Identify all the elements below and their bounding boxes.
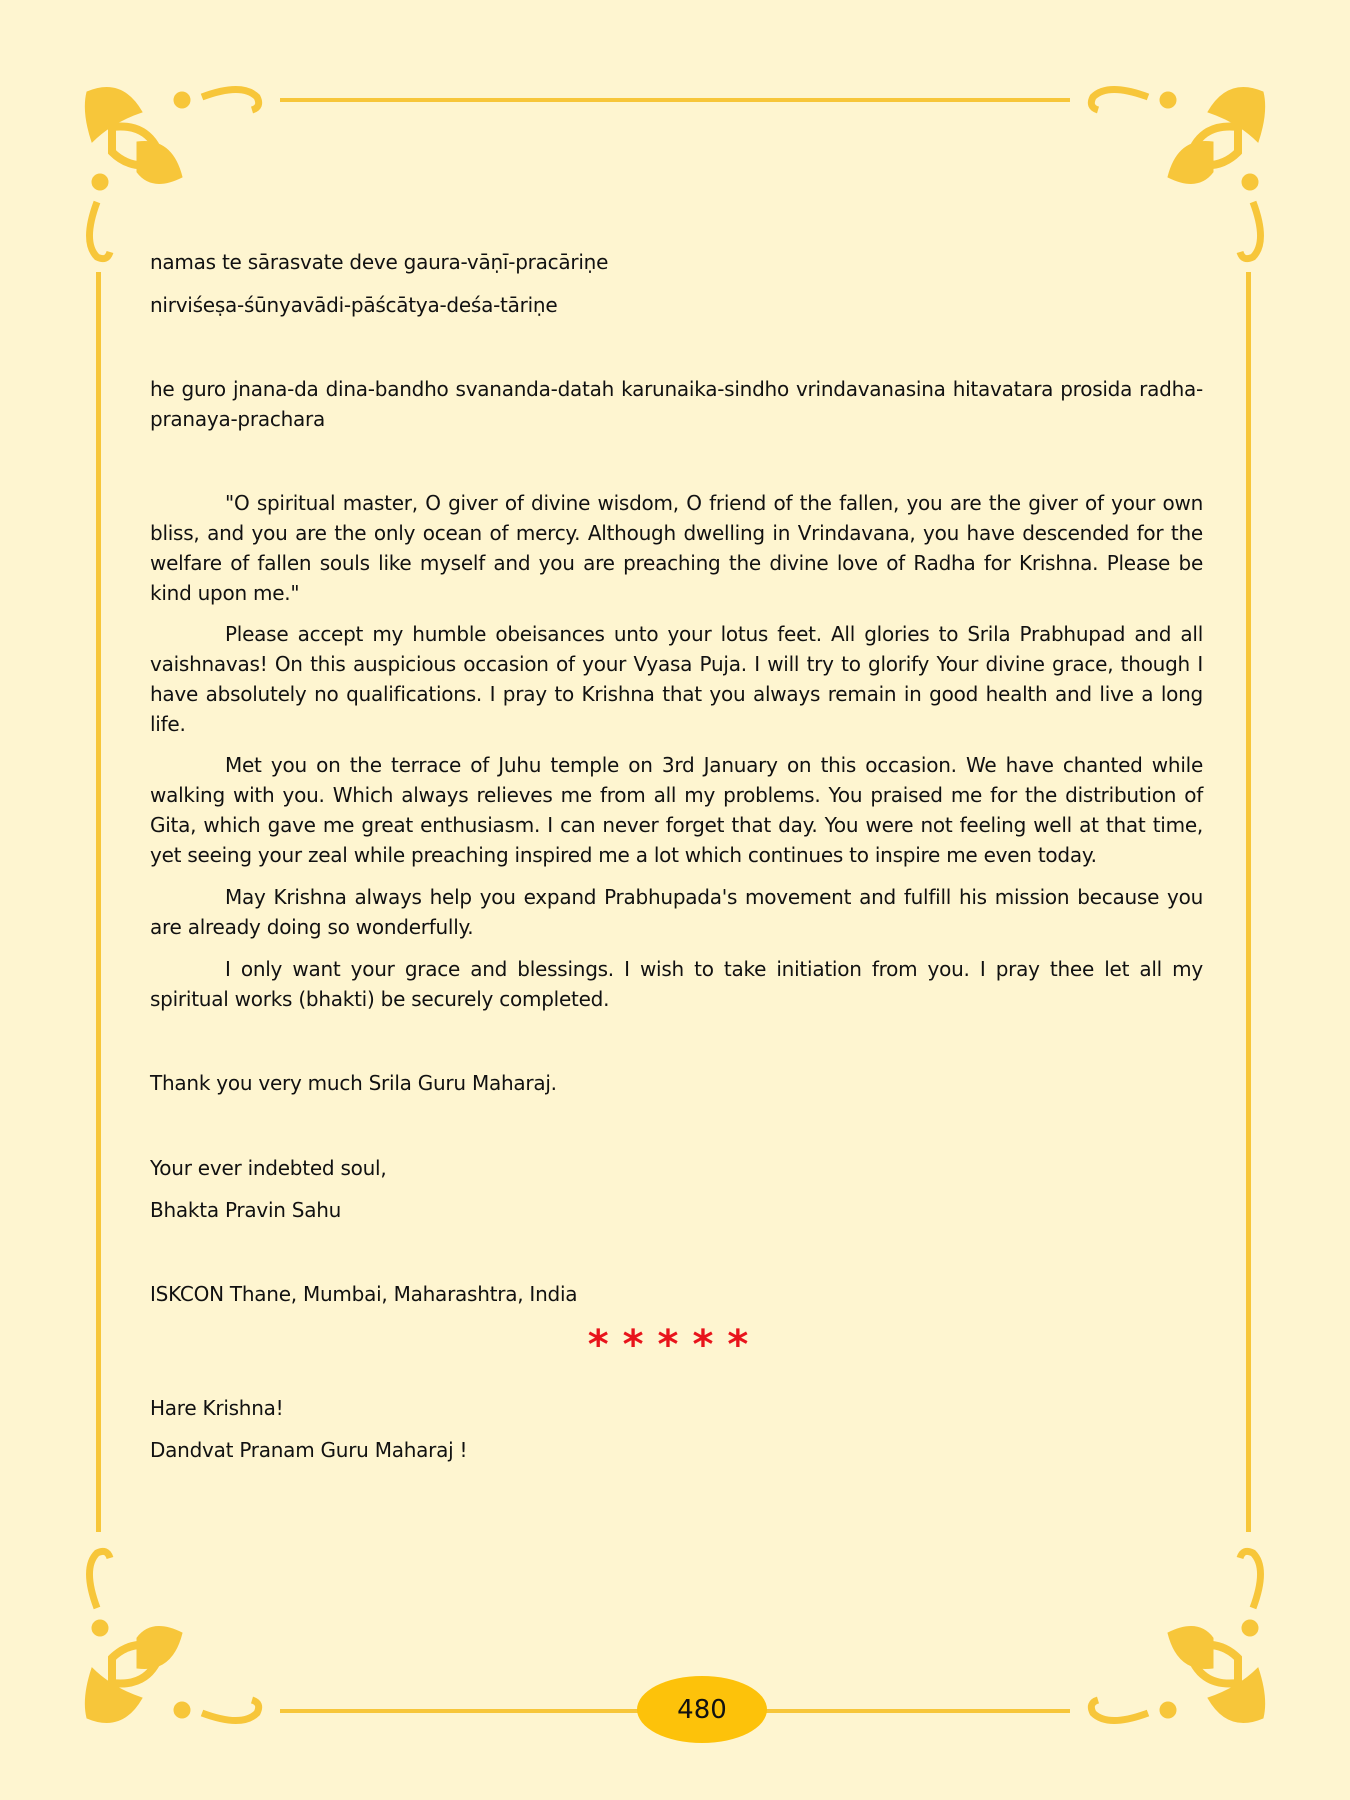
paragraph-request: I only want your grace and blessings. I wish to take initiation from you. I pray thee let all my spiritual works (bhakti) be securely completed. <box>150 957 1203 1011</box>
salutation: Dandvat Pranam Guru Maharaj ! <box>150 1438 468 1462</box>
corner-ornament-icon <box>82 1528 282 1728</box>
paragraph-meeting: Met you on the terrace of Juhu temple on 3rd January on this occasion. We have chanted while walking with you. Which always relieves me from all my problems. You praised me for the distribution of Gita, which gave me great enthusiasm. I can never forget that day. You were not feeling well at that time, yet seeing your zeal while preaching inspired me a lot which continues to inspire me even today. <box>150 753 1203 867</box>
border-top <box>280 98 1070 102</box>
prayer-verse: he guro jnana-da dina-bandho svananda-datah karunaika-sindho vrindavanasina hitavatara prosida radha-pranaya-prachara <box>150 377 1203 431</box>
author-name: Bhakta Pravin Sahu <box>150 1198 342 1222</box>
paragraph-obeisances: Please accept my humble obeisances unto your lotus feet. All glories to Srila Prabhupad and all vaishnavas! On this auspicious occasion of your Vyasa Puja. I will try to glorify Your divine grace, though I have absolutely no qualifications. I pray to Krishna that you always remain in good health and live a long life. <box>150 622 1203 736</box>
thanks-line: Thank you very much Srila Guru Maharaj. <box>150 1071 557 1095</box>
border-bottom-left <box>280 1709 640 1713</box>
page-number: 480 <box>677 1694 727 1725</box>
author-location: ISKCON Thane, Mumbai, Maharashtra, India <box>150 1282 578 1306</box>
separator-stars: ***** <box>587 1322 763 1368</box>
verse-line-2: nirviśeṣa-śūnyavādi-pāścātya-deśa-tāriṇe <box>150 293 558 317</box>
corner-ornament-icon <box>1068 1528 1268 1728</box>
verse-line-1: namas te sārasvate deve gaura-vāṇī-pracāriṇe <box>150 250 609 274</box>
border-bottom-right <box>764 1709 1070 1713</box>
paragraph-wish: May Krishna always help you expand Prabhupada's movement and fulfill his mission because you are already doing so wonderfully. <box>150 885 1203 939</box>
page-number-badge <box>637 1676 767 1743</box>
paragraph-translation: "O spiritual master, O giver of divine wisdom, O friend of the fallen, you are the giver of your own bliss, and you are the only ocean of mercy. Although dwelling in Vrindavana, you have descended for the welfare of fallen souls like myself and you are preaching the divine love of Radha for Krishna. Please be kind upon me." <box>150 491 1203 605</box>
signoff: Your ever indebted soul, <box>150 1156 387 1180</box>
greeting: Hare Krishna! <box>150 1396 284 1420</box>
